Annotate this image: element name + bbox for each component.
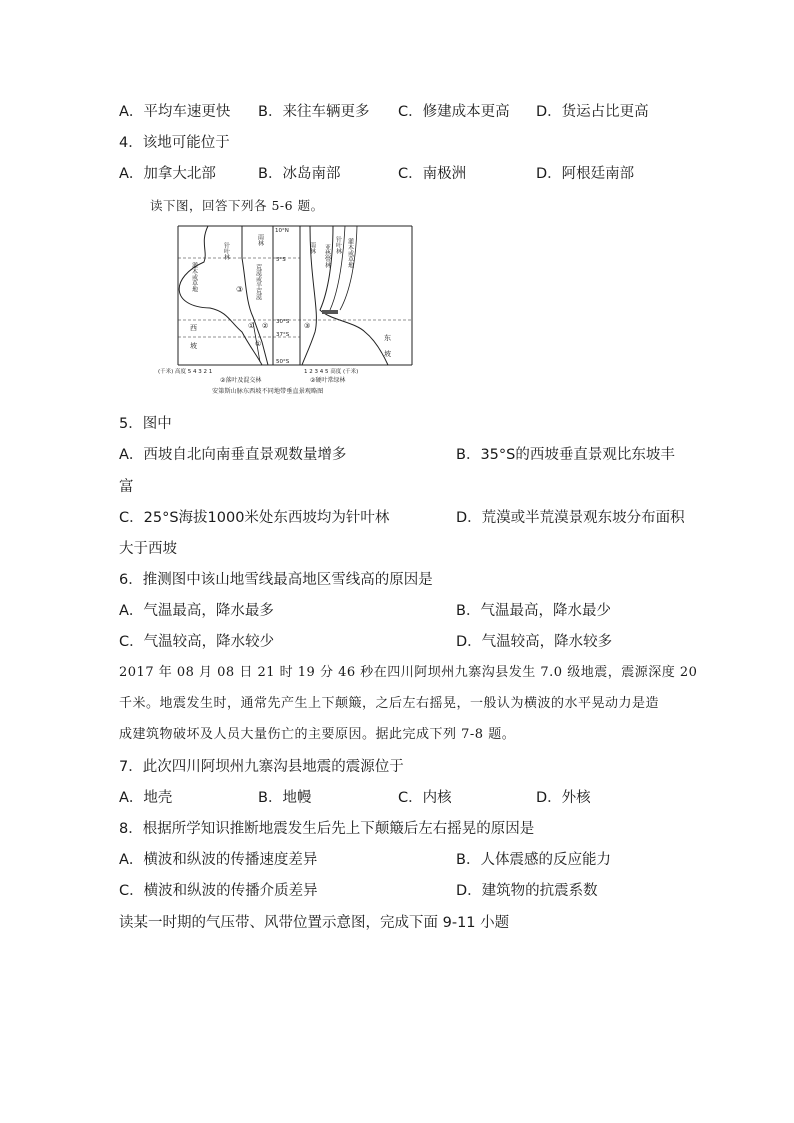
circled-3-west: ③ [236, 285, 244, 294]
q4-option-b: B．冰岛南部 [258, 166, 341, 182]
q8-option-b: B．人体震感的反应能力 [456, 852, 611, 868]
west-slope-label-2: 坡 [190, 342, 197, 350]
q3-option-c: C．修建成本更高 [398, 104, 510, 120]
q3-option-b: B．来往车辆更多 [258, 104, 370, 120]
q6-option-b: B．气温最高，降水最少 [456, 603, 611, 619]
q4-option-d: D．阿根廷南部 [536, 166, 635, 182]
east-axis-label: 1 2 3 4 5 高度 (千米) [304, 369, 359, 375]
q7-option-b: B．地幔 [258, 790, 312, 806]
west-slope-label-1: 西 [190, 324, 197, 332]
q5-option-c: C．25°S海拔1000米处东西坡均为针叶林 [119, 510, 390, 526]
q7-stem: 7．此次四川阿坝州九寨沟县地震的震源位于 [119, 759, 404, 775]
q5-option-b: B．35°S的西坡垂直景观比东坡丰 [456, 447, 675, 463]
zone-rainforest-east: 雨林 [308, 242, 316, 254]
q4-option-a: A．加拿大北部 [119, 166, 216, 182]
lat-label-37s: 37°S [276, 332, 290, 338]
q3-option-a: A．平均车速更快 [119, 104, 231, 120]
q7-option-c: C．内核 [398, 790, 452, 806]
q7-option-a: A．地壳 [119, 790, 173, 806]
zone-conifer-east: 针叶林 [334, 236, 342, 254]
q5-stem: 5．图中 [119, 416, 172, 432]
q5-option-a: A．西坡自北向南垂直景观数量增多 [119, 447, 347, 463]
q8-stem: 8．根据所学知识推断地震发生后先上下颠簸后左右摇晃的原因是 [119, 821, 535, 837]
andes-vertical-zones-figure [150, 222, 440, 400]
circled-2-west: ② [262, 322, 269, 330]
west-axis-label: (千米) 高度 5 4 3 2 1 [158, 369, 213, 375]
q6-option-d: D．气温较高，降水较多 [456, 634, 613, 650]
lat-label-30s: 30°S [276, 319, 290, 325]
q6-stem: 6．推测图中该山地雪线最高地区雪线高的原因是 [119, 572, 433, 588]
q6-option-a: A．气温最高，降水最多 [119, 603, 274, 619]
zone-shrub-east: 灌木或草地 [346, 238, 354, 268]
lat-label-10n: 10°N [275, 228, 289, 234]
q5-option-b-cont: 富 [119, 479, 134, 495]
intro-5-6: 读下图，回答下列各 5-6 题。 [150, 198, 324, 213]
q8-option-c: C．横波和纵波的传播介质差异 [119, 883, 318, 899]
zone-rainforest-west: 雨林 [256, 234, 264, 246]
figure-caption: 安第斯山脉东西坡不同地带垂直景观略图 [212, 388, 324, 395]
circled-1-west: ① [248, 322, 255, 330]
intro-7-8-line-2: 千米。地震发生时，通常先产生上下颠簸，之后左右摇晃，一般认为横波的水平晃动力是造 [119, 696, 660, 711]
q4-option-c: C．南极洲 [398, 166, 467, 182]
intro-7-8-line-3: 成建筑物破坏及人员大量伤亡的主要原因。据此完成下列 7-8 题。 [119, 727, 516, 742]
q5-option-d: D．荒漠或半荒漠景观东坡分布面积 [456, 510, 685, 526]
lat-label-50s: 50°S [276, 359, 290, 365]
q4-stem: 4．该地可能位于 [119, 135, 230, 151]
circled-3-east: ③ [304, 322, 311, 330]
east-slope-label-1: 东 [384, 334, 391, 342]
east-legend: ②硬叶常绿林 [310, 377, 346, 384]
circled-1b-west: ① [255, 340, 262, 348]
zone-shrub-west: 灌木或草地 [190, 262, 198, 292]
q8-option-a: A．横波和纵波的传播速度差异 [119, 852, 318, 868]
q5-option-d-cont: 大于西坡 [119, 541, 177, 557]
east-slope-label-2: 坡 [384, 350, 391, 358]
q8-option-d: D．建筑物的抗震系数 [456, 883, 598, 899]
q3-option-d: D．货运占比更高 [536, 104, 649, 120]
intro-7-8-line-1: 2017 年 08 月 08 日 21 时 19 分 46 秒在四川阿坝州九寨沟县发生 7.0 级地震，震源深度 20 [119, 665, 698, 680]
zone-desert: 荒漠或半荒漠 [254, 264, 262, 300]
zone-subtropical-east: 亚热带林 [323, 244, 331, 268]
lat-label-5s: 5°S [276, 257, 286, 263]
zone-conifer-west: 针叶林 [222, 242, 230, 260]
intro-9-11: 读某一时期的气压带、风带位置示意图，完成下面 9-11 小题 [119, 915, 510, 931]
q6-option-c: C．气温较高，降水较少 [119, 634, 275, 650]
q7-option-d: D．外核 [536, 790, 591, 806]
west-legend: ②落叶及混交林 [220, 377, 262, 384]
